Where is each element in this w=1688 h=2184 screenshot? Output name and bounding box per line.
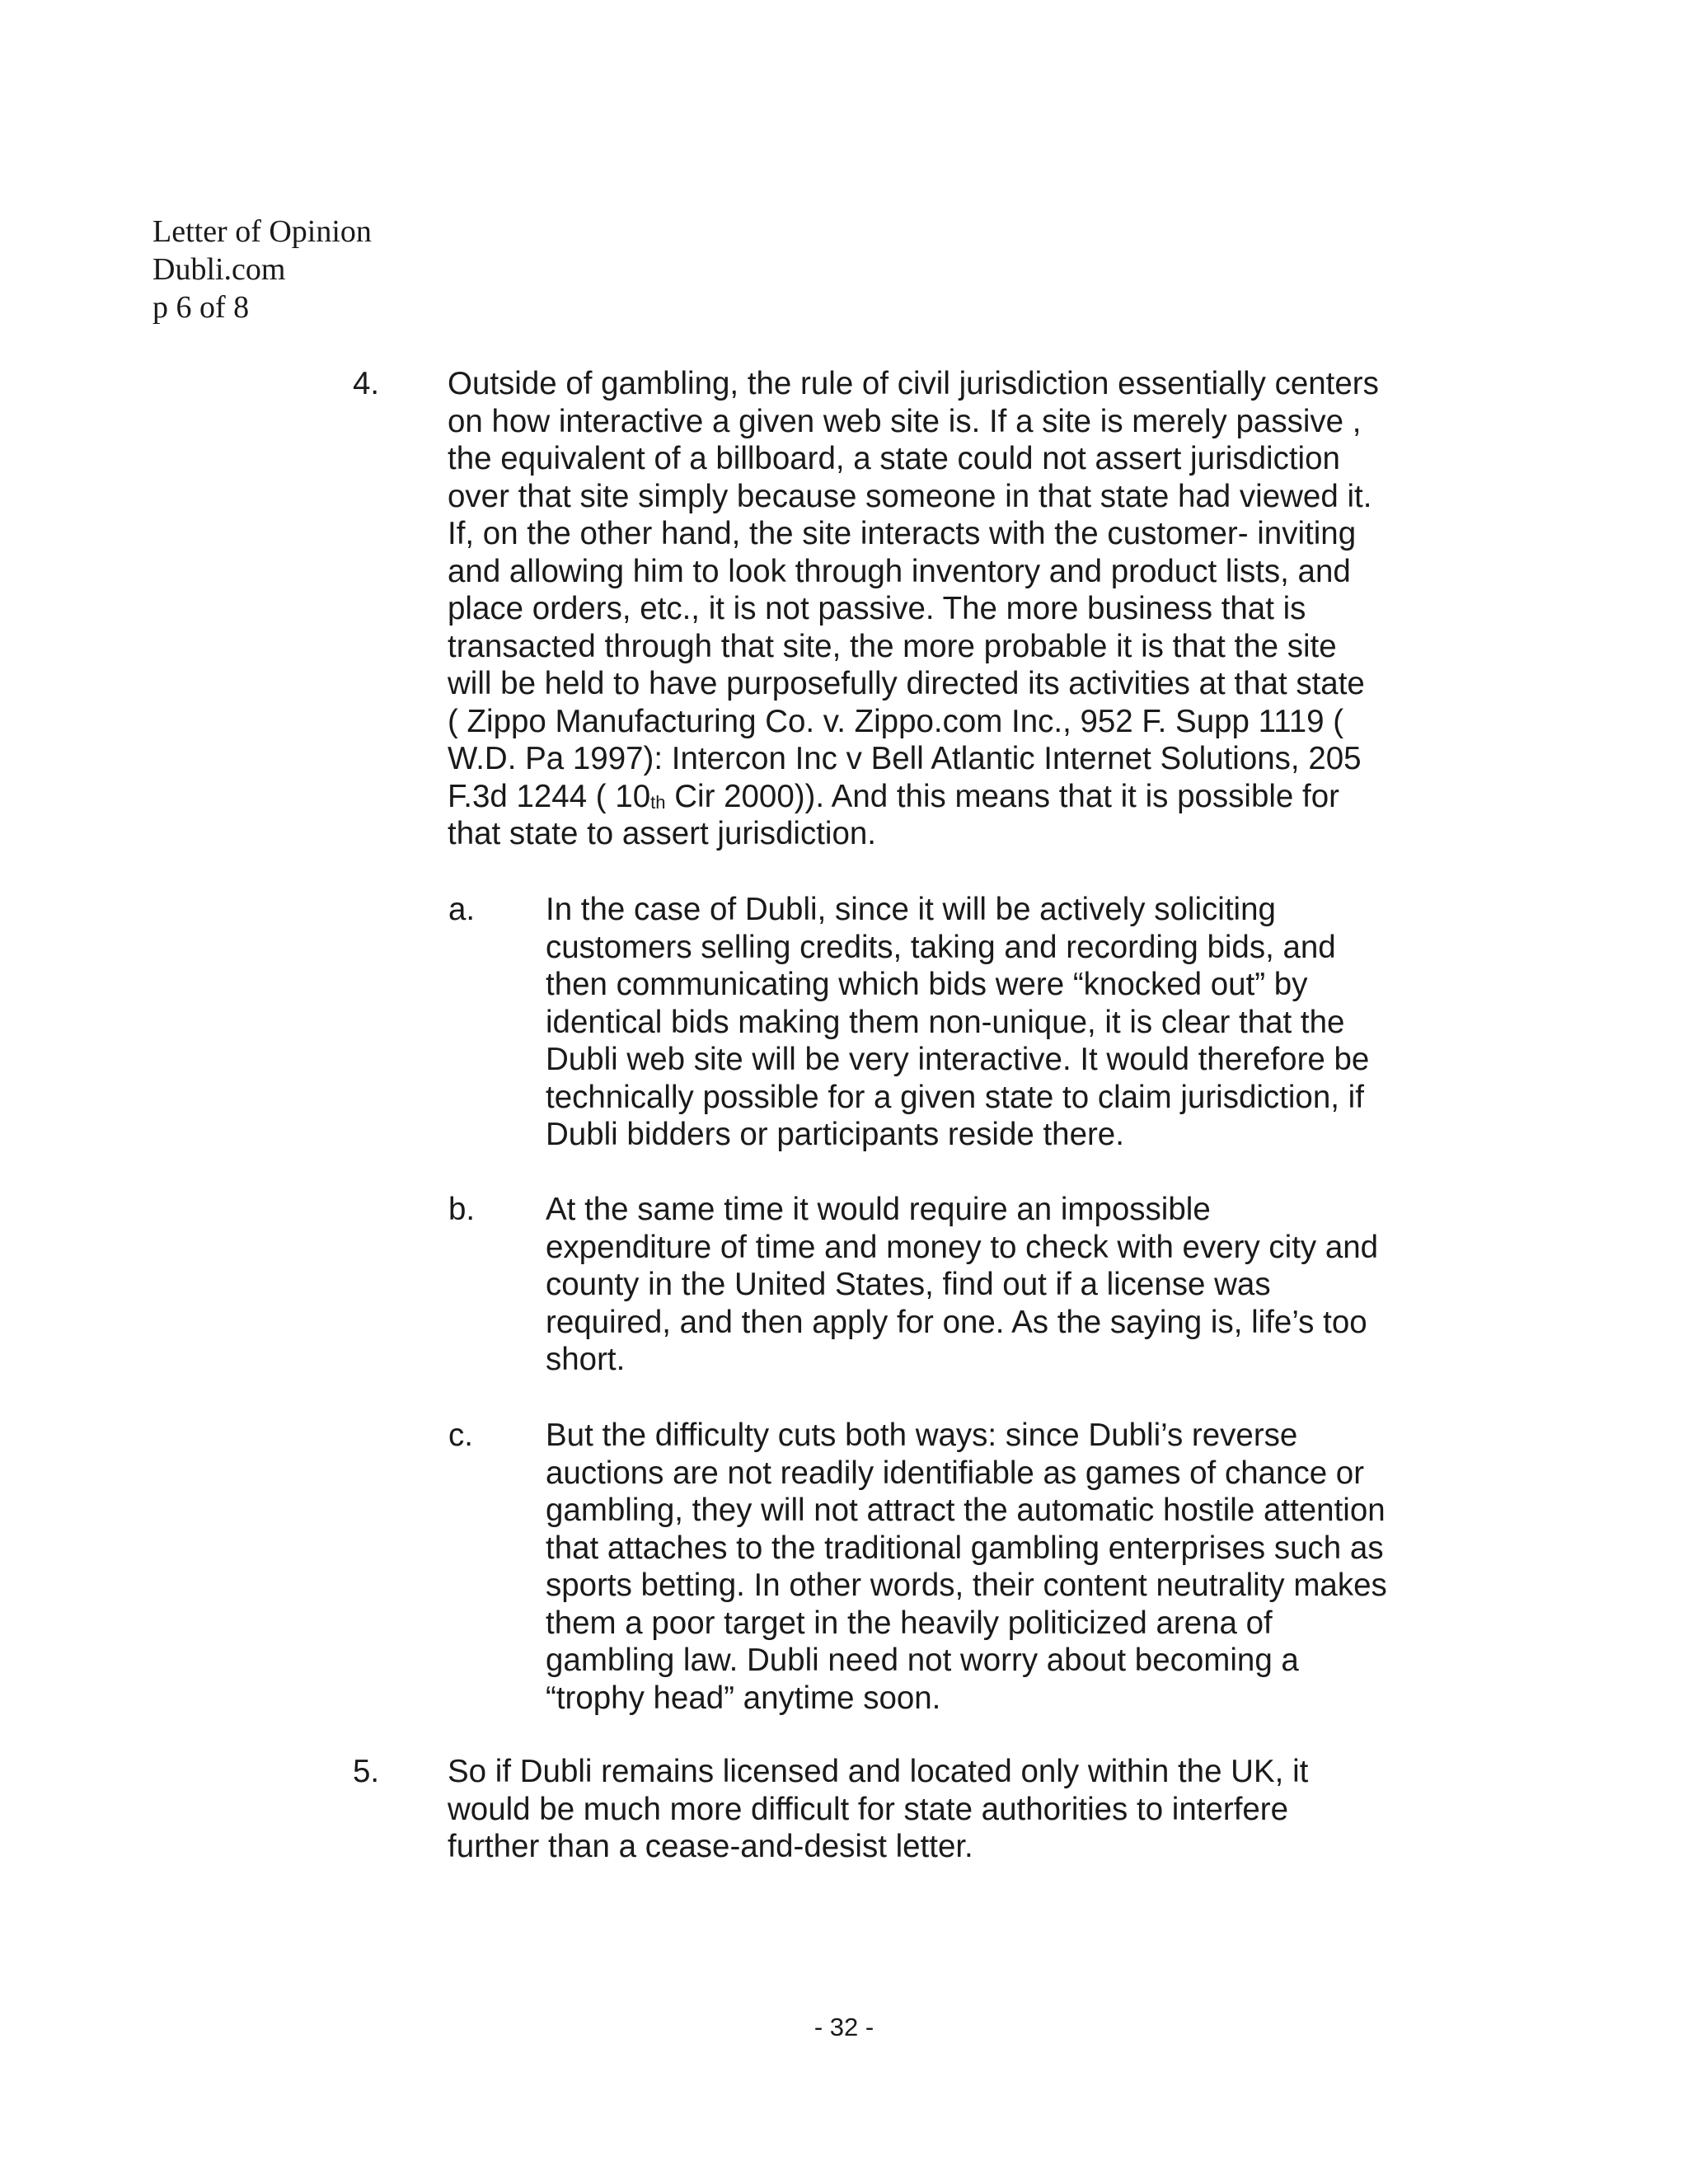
paragraph-line: gambling law. Dubli need not worry about becoming a [546,1643,1299,1678]
subparagraph-c [448,1417,1470,1717]
paragraph-line: Dubli web site will be very interactive. It would therefore be [546,1042,1370,1077]
paragraph-number: 5. [353,1754,380,1789]
subparagraph-body [546,891,1470,1154]
paragraph-body [448,1753,1474,1866]
paragraph-5 [353,1753,1474,1866]
paragraph-line: If, on the other hand, the site interacts with the customer- inviting [448,516,1357,551]
subparagraph-letter: b. [448,1192,476,1227]
paragraph-line: the equivalent of a billboard, a state could not assert jurisdiction [448,441,1340,476]
paragraph-number: 4. [353,366,380,401]
subparagraph-letter: a. [448,892,476,927]
paragraph-line: then communicating which bids were “knocked out” by [546,967,1308,1002]
paragraph-line: them a poor target in the heavily politicized arena of [546,1605,1273,1641]
paragraph-line: In the case of Dubli, since it will be actively soliciting [546,892,1276,927]
citation-text-continued: Cir 2000)). And this means that it is possible for [665,778,1339,814]
paragraph-line: At the same time it would require an impossible [546,1192,1211,1227]
citation-text: F.3d 1244 ( 10 [448,778,651,814]
subparagraph-b [448,1191,1470,1379]
paragraph-line: over that site simply because someone in that state had viewed it. [448,478,1372,514]
paragraph-4 [353,365,1474,853]
header-title: Letter of Opinion [152,214,372,249]
letter-header [152,213,372,326]
paragraph-line: will be held to have purposefully directed its activities at that state [448,666,1365,701]
paragraph-line: county in the United States, find out if a license was [546,1267,1271,1302]
paragraph-line: ( Zippo Manufacturing Co. v. Zippo.com Inc., 952 F. Supp 1119 ( [448,703,1344,739]
paragraph-line: “trophy head” anytime soon. [546,1680,941,1716]
paragraph-line: further than a cease-and-desist letter. [448,1829,973,1864]
paragraph-line [448,778,1474,816]
paragraph-line: that attaches to the traditional gambling enterprises such as [546,1530,1384,1566]
subparagraph-a [448,891,1470,1154]
subparagraph-body [546,1191,1470,1379]
paragraph-line: that state to assert jurisdiction. [448,816,876,851]
paragraph-line: technically possible for a given state to claim jurisdiction, if [546,1079,1364,1115]
paragraph-line: on how interactive a given web site is. If a site is merely passive , [448,403,1362,439]
header-subject: Dubli.com [152,252,286,287]
paragraph-line: sports betting. In other words, their content neutrality makes [546,1568,1387,1603]
paragraph-body [448,365,1474,853]
paragraph-line: So if Dubli remains licensed and located only within the UK, it [448,1754,1309,1789]
paragraph-line: W.D. Pa 1997): Intercon Inc v Bell Atlantic Internet Solutions, 205 [448,741,1362,776]
paragraph-line: short. [546,1342,626,1377]
paragraph-line: required, and then apply for one. As the saying is, life’s too [546,1304,1367,1340]
page-number: - 32 - [814,2013,874,2041]
subparagraph-letter: c. [448,1418,473,1453]
subparagraph-body [546,1417,1470,1717]
paragraph-line: expenditure of time and money to check with every city and [546,1229,1379,1265]
paragraph-line: place orders, etc., it is not passive. The more business that is [448,591,1306,626]
paragraph-line: and allowing him to look through inventory and product lists, and [448,553,1351,589]
paragraph-line: But the difficulty cuts both ways: since Dubli’s reverse [546,1418,1298,1453]
paragraph-line: Dubli bidders or participants reside there. [546,1117,1124,1152]
paragraph-line: auctions are not readily identifiable as games of chance or [546,1455,1365,1491]
paragraph-line: identical bids making them non-unique, it is clear that the [546,1004,1345,1040]
paragraph-line: transacted through that site, the more probable it is that the site [448,628,1337,664]
paragraph-line: customers selling credits, taking and recording bids, and [546,929,1336,965]
paragraph-line: would be much more difficult for state authorities to interfere [448,1791,1289,1827]
ordinal-suffix: th [650,791,666,813]
header-page-indicator: p 6 of 8 [152,290,250,325]
paragraph-line: Outside of gambling, the rule of civil jurisdiction essentially centers [448,366,1379,401]
paragraph-line: gambling, they will not attract the automatic hostile attention [546,1493,1386,1528]
